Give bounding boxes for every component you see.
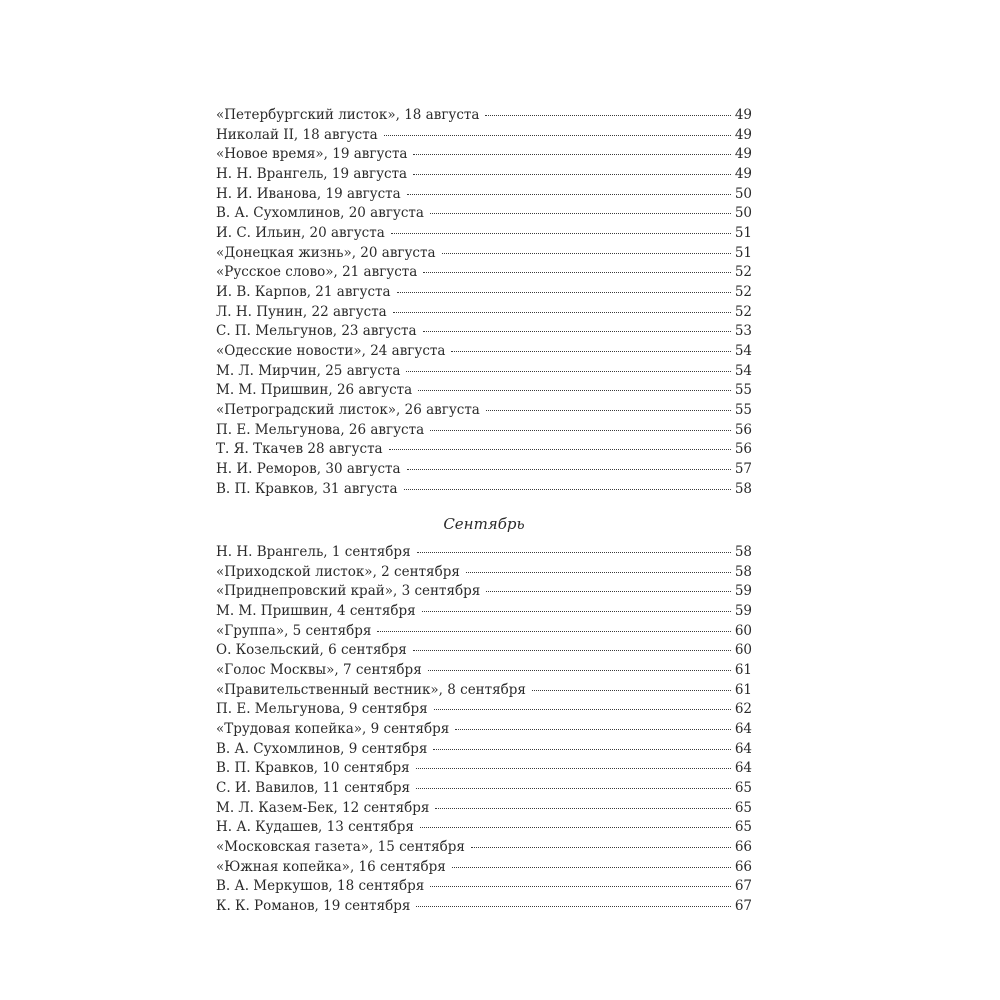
toc-entry	[216, 858, 752, 878]
toc-entry	[216, 799, 752, 819]
dot-leader	[417, 552, 731, 553]
toc-entry	[216, 700, 752, 720]
dot-leader	[423, 331, 731, 332]
toc-entry-title: М. Л. Мирчин, 25 августа	[216, 362, 401, 379]
toc-entry-page-number: 49	[734, 107, 752, 123]
toc-entry-title: О. Козельский, 6 сентября	[216, 642, 407, 659]
dot-leader	[430, 213, 731, 214]
dot-leader	[420, 827, 731, 828]
dot-leader	[423, 272, 731, 273]
toc-entry	[216, 106, 752, 126]
toc-entry	[216, 204, 752, 224]
toc-entry-title: «Донецкая жизнь», 20 августа	[216, 244, 436, 261]
toc-entry-title: «Одесские новости», 24 августа	[216, 343, 446, 360]
toc-entry-title: Н. И. Реморов, 30 августа	[216, 461, 401, 478]
dot-leader	[413, 154, 731, 155]
dot-leader	[416, 768, 731, 769]
dot-leader	[422, 611, 731, 612]
dot-leader	[416, 906, 731, 907]
toc-entry-title: «Южная копейка», 16 сентября	[216, 858, 446, 875]
toc-entry-page-number: 50	[734, 185, 752, 202]
dot-leader	[471, 847, 731, 848]
toc-entry	[216, 897, 752, 917]
toc-entry-page-number: 54	[734, 343, 752, 360]
toc-entry	[216, 362, 752, 382]
toc-entry-page-number: 55	[734, 382, 752, 399]
toc-entry	[216, 480, 752, 500]
toc-entry-page-number: 67	[734, 878, 752, 895]
toc-entry	[216, 224, 752, 244]
dot-leader	[433, 749, 731, 750]
toc-entry-title: И. С. Ильин, 20 августа	[216, 225, 385, 242]
toc-entry	[216, 322, 752, 342]
toc-entry-title: С. И. Вавилов, 11 сентября	[216, 780, 411, 797]
dot-leader	[452, 867, 731, 868]
dot-leader	[485, 115, 731, 116]
toc-entry-title: «Русское слово», 21 августа	[216, 264, 418, 281]
toc-entry	[216, 838, 752, 858]
toc-entry-page-number: 67	[734, 898, 752, 915]
toc-entry-title: Л. Н. Пунин, 22 августа	[216, 303, 387, 320]
toc-entry	[216, 283, 752, 303]
toc-entry-title: «Московская газета», 15 сентября	[216, 839, 465, 856]
toc-entry	[216, 759, 752, 779]
toc-entry-page-number: 66	[734, 858, 752, 875]
toc-list-september	[216, 543, 752, 917]
dot-leader	[393, 312, 731, 313]
toc-entry-title: П. Е. Мельгунова, 9 сентября	[216, 701, 428, 718]
dot-leader	[404, 489, 731, 490]
toc-entry-page-number: 65	[734, 780, 752, 797]
dot-leader	[389, 449, 731, 450]
toc-entry-title: Н. А. Кудашев, 13 сентября	[216, 819, 414, 836]
dot-leader	[442, 253, 731, 254]
toc-entry-page-number: 49	[734, 146, 752, 163]
toc-list-august	[216, 106, 752, 499]
toc-entry-title: «Группа», 5 сентября	[216, 622, 372, 639]
dot-leader	[418, 390, 731, 391]
toc-entry-page-number: 58	[734, 563, 752, 580]
dot-leader	[532, 690, 731, 691]
toc-entry	[216, 543, 752, 563]
toc-entry-title: Н. И. Иванова, 19 августа	[216, 185, 401, 202]
toc-entry	[216, 740, 752, 760]
toc-entry-title: М. М. Пришвин, 4 сентября	[216, 603, 416, 620]
toc-entry-page-number: 64	[734, 740, 752, 757]
toc-entry	[216, 681, 752, 701]
toc-entry-page-number: 50	[734, 205, 752, 222]
dot-leader	[416, 788, 731, 789]
toc-entry-page-number: 66	[734, 839, 752, 856]
dot-leader	[466, 572, 731, 573]
toc-entry-page-number: 59	[734, 603, 752, 620]
toc-entry-page-number: 53	[734, 323, 752, 340]
toc-entry	[216, 460, 752, 480]
toc-entry-title: С. П. Мельгунов, 23 августа	[216, 323, 417, 340]
toc-entry	[216, 440, 752, 460]
toc-entry-page-number: 65	[734, 819, 752, 836]
toc-entry-page-number: 54	[734, 362, 752, 379]
dot-leader	[397, 292, 731, 293]
toc-entry-page-number: 59	[734, 583, 752, 600]
toc-entry-title: «Правительственный вестник», 8 сентября	[216, 681, 526, 698]
toc-entry	[216, 622, 752, 642]
toc-entry	[216, 563, 752, 583]
toc-entry-title: К. К. Романов, 19 сентября	[216, 898, 411, 915]
dot-leader	[486, 591, 731, 592]
toc-entry	[216, 263, 752, 283]
toc-entry	[216, 381, 752, 401]
toc-entry-title: В. А. Сухомлинов, 20 августа	[216, 205, 424, 222]
dot-leader	[406, 371, 731, 372]
toc-entry	[216, 185, 752, 205]
toc-entry	[216, 582, 752, 602]
toc-entry	[216, 342, 752, 362]
section-heading-september: Сентябрь	[443, 515, 525, 533]
toc-entry	[216, 720, 752, 740]
toc-entry-page-number: 60	[734, 622, 752, 639]
toc-entry-page-number: 51	[734, 244, 752, 261]
toc-entry	[216, 877, 752, 897]
dot-leader	[428, 670, 731, 671]
toc-entry-page-number: 64	[734, 760, 752, 777]
dot-leader	[434, 709, 731, 710]
toc-entry-title: «Новое время», 19 августа	[216, 146, 408, 163]
toc-entry-page-number: 52	[734, 264, 752, 281]
toc-entry-page-number: 65	[734, 799, 752, 816]
dot-leader	[455, 729, 731, 730]
toc-entry-title: «Петроградский листок», 26 августа	[216, 402, 480, 419]
toc-entry-page-number: 57	[734, 461, 752, 478]
toc-entry-page-number: 52	[734, 284, 752, 301]
toc-entry-page-number: 49	[734, 126, 752, 143]
toc-entry	[216, 641, 752, 661]
toc-entry	[216, 303, 752, 323]
toc-entry-page-number: 51	[734, 225, 752, 242]
dot-leader	[407, 469, 731, 470]
toc-entry-title: Николай II, 18 августа	[216, 126, 378, 143]
toc-entry-page-number: 52	[734, 303, 752, 320]
dot-leader	[430, 886, 731, 887]
toc-entry-title: В. А. Сухомлинов, 9 сентября	[216, 740, 428, 757]
toc-entry-title: «Приходской листок», 2 сентября	[216, 563, 460, 580]
toc-entry-page-number: 58	[734, 544, 752, 560]
toc-entry-page-number: 58	[734, 480, 752, 497]
toc-entry-page-number: 49	[734, 166, 752, 183]
dot-leader	[384, 135, 731, 136]
toc-entry-page-number: 61	[734, 681, 752, 698]
toc-entry-page-number: 56	[734, 421, 752, 438]
toc-entry	[216, 401, 752, 421]
toc-entry	[216, 779, 752, 799]
dot-leader	[413, 650, 731, 651]
toc-entry	[216, 126, 752, 146]
toc-entry-page-number: 61	[734, 662, 752, 679]
dot-leader	[430, 430, 731, 431]
toc-entry	[216, 244, 752, 264]
toc-entry-title: П. Е. Мельгунова, 26 августа	[216, 421, 425, 438]
toc-entry	[216, 145, 752, 165]
toc-entry	[216, 421, 752, 441]
dot-leader	[377, 631, 731, 632]
toc-entry	[216, 165, 752, 185]
dot-leader	[451, 351, 731, 352]
toc-entry	[216, 602, 752, 622]
toc-entry-page-number: 55	[734, 402, 752, 419]
toc-entry-title: В. П. Кравков, 31 августа	[216, 480, 398, 497]
toc-entry	[216, 818, 752, 838]
toc-entry-title: М. М. Пришвин, 26 августа	[216, 382, 413, 399]
toc-entry-title: М. Л. Казем-Бек, 12 сентября	[216, 799, 430, 816]
dot-leader	[407, 194, 731, 195]
toc-entry-title: «Петербургский листок», 18 августа	[216, 107, 480, 123]
toc-entry-title: В. А. Меркушов, 18 сентября	[216, 878, 425, 895]
toc-entry-page-number: 56	[734, 441, 752, 458]
toc-entry-title: И. В. Карпов, 21 августа	[216, 284, 391, 301]
toc-entry-title: Т. Я. Ткачев 28 августа	[216, 441, 383, 458]
dot-leader	[486, 410, 731, 411]
toc-entry-title: «Трудовая копейка», 9 сентября	[216, 721, 450, 738]
dot-leader	[413, 174, 731, 175]
toc-entry-page-number: 62	[734, 701, 752, 718]
toc-entry-title: Н. Н. Врангель, 1 сентября	[216, 544, 411, 560]
toc-entry-page-number: 60	[734, 642, 752, 659]
toc-entry-title: В. П. Кравков, 10 сентября	[216, 760, 410, 777]
dot-leader	[391, 233, 731, 234]
dot-leader	[435, 808, 731, 809]
toc-entry-page-number: 64	[734, 721, 752, 738]
toc-entry	[216, 661, 752, 681]
toc-entry-title: «Голос Москвы», 7 сентября	[216, 662, 422, 679]
toc-entry-title: «Приднепровский край», 3 сентября	[216, 583, 481, 600]
toc-entry-title: Н. Н. Врангель, 19 августа	[216, 166, 408, 183]
